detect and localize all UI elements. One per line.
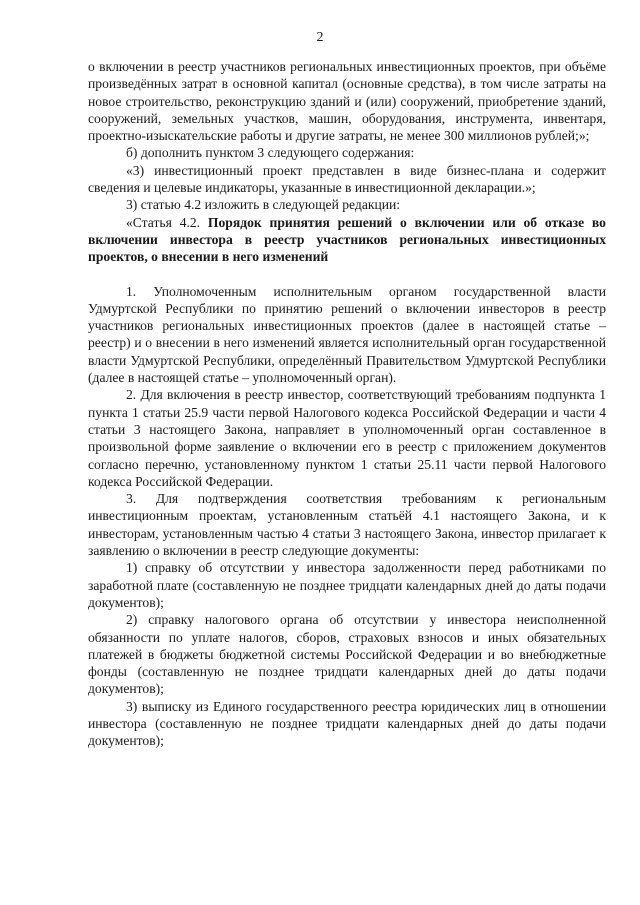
document-body [88, 58, 606, 750]
paragraph-amendment-b: б) дополнить пунктом 3 следующего содержания: [126, 145, 415, 161]
article-part-2: 2. Для включения в реестр инвестор, соответствующий требованиям подпункта 1 пункта 1 статьи 25.9 части первой Налогового кодекса Российской Федерации и части 4 статьи 3 настоящего Закона, направляет в уполномоченный орган составленное в произвольной форме заявление о включении его в реестр с приложением документов согласно перечню, установленному пунктом 1 статьи 25.11 части первой Налогового кодекса Российской Федерации. [88, 387, 606, 489]
article-prefix: «Статья 4.2. [126, 214, 208, 230]
page-number: 2 [316, 30, 324, 45]
article-part-1: 1. Уполномоченным исполнительным органом государственной власти Удмуртской Республики по принятию решений о включении инвесторов в реестр участников региональных инвестиционных проектов (далее в настоящей статье – реестр) и о внесении в него изменений является исполнительный орган государственной власти Удмуртской Республики, определённый Правительством Удмуртской Республики (далее в настоящей статье – уполномоченный орган). [88, 283, 606, 386]
list-item-3: 3) выписку из Единого государственного реестра юридических лиц в отношении инвестора (составленную не позднее тридцати календарных дней до даты подачи документов); [88, 698, 606, 749]
paragraph-continuation: о включении в реестр участников региональных инвестиционных проектов, при объёме произведённых затрат в основной капитал (основные средства), в том числе затраты на новое строительство, реконструкцию зданий и (или) сооружений, приобретение зданий, сооружений, земельных участков, машин, оборудования, инструмента, инвентаря, проектно-изыскательские работы и другие затраты, не менее 300 миллионов рублей;»; [88, 59, 606, 144]
article-heading [88, 214, 606, 266]
article-part-3: 3. Для подтверждения соответствия требованиям к региональным инвестиционным проектам, установленным статьёй 4.1 настоящего Закона, и к инвесторам, установленным частью 4 статьи 3 настоящего Закона, инвестор прилагает к заявлению о включении в реестр следующие документы: [88, 491, 606, 559]
list-item-2: 2) справку налогового органа об отсутствии у инвестора неисполненной обязанности по уплате налогов, сборов, страховых взносов и иных обязательных платежей в бюджеты бюджетной системы Российской Федерации и во внебюджетные фонды (составленную не позднее тридцати календарных дней до даты подачи документов); [88, 612, 606, 697]
list-item-1: 1) справку об отсутствии у инвестора задолженности перед работниками по заработной плате (составленную не позднее тридцати календарных дней до даты подачи документов); [88, 560, 606, 610]
paragraph-amendment-3: 3) статью 4.2 изложить в следующей редакции: [126, 197, 401, 213]
article-title: Порядок принятия решений о включении или об отказе во включении инвестора в реестр участников региональных инвестиционных проектов, о внесении в него изменений [88, 214, 606, 265]
paragraph-point-3: «3) инвестиционный проект представлен в виде бизнес-плана и содержит сведения и целевые индикаторы, указанные в инвестиционной декларации.»; [88, 162, 606, 196]
